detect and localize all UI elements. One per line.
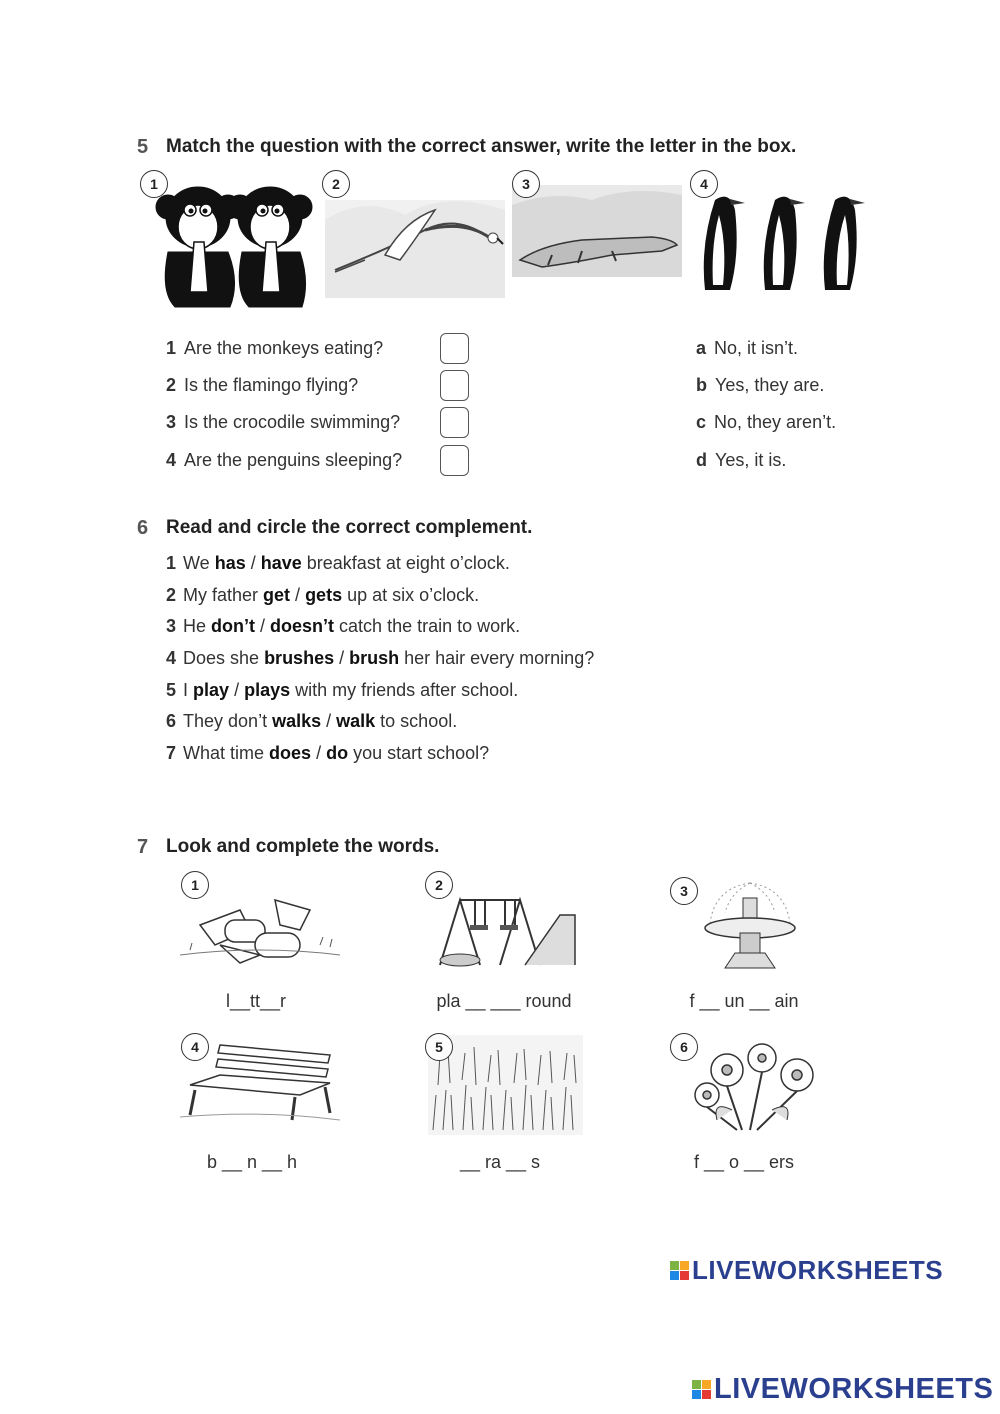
- answer-row: [696, 412, 836, 433]
- sentence-number: 4: [166, 648, 177, 668]
- section7-number: 7: [137, 836, 149, 858]
- answer-letter: a: [696, 338, 707, 358]
- picture-badge-1: 1: [140, 170, 168, 198]
- option-2[interactable]: brush: [349, 648, 400, 668]
- option-2[interactable]: doesn’t: [270, 616, 335, 636]
- section6-title: Read and circle the correct complement.: [166, 517, 533, 538]
- flamingo-flying-icon: [325, 180, 505, 298]
- answer-row: [696, 338, 798, 359]
- logo-mark-icon: [692, 1380, 711, 1399]
- option-separator: /: [334, 648, 350, 668]
- answer-letter: c: [696, 412, 707, 432]
- sentence-number: 5: [166, 680, 177, 700]
- question-text: Is the crocodile swimming?: [184, 412, 401, 432]
- option-1[interactable]: play: [193, 680, 230, 700]
- sentence-pre: They don’t: [183, 711, 273, 731]
- picture-badge-3: 3: [512, 170, 540, 198]
- answer-letter: d: [696, 450, 707, 470]
- answer-row: [696, 375, 824, 396]
- picture-badge-1: 1: [181, 871, 209, 899]
- option-1[interactable]: don’t: [211, 616, 256, 636]
- answer-box-3[interactable]: [440, 407, 469, 438]
- sentence-row: [166, 648, 594, 669]
- question-text: Are the monkeys eating?: [184, 338, 384, 358]
- sentence-number: 6: [166, 711, 177, 731]
- option-separator: /: [229, 680, 245, 700]
- question-number: 4: [166, 450, 177, 470]
- sentence-row: [166, 743, 489, 764]
- litter-icon: [180, 885, 345, 965]
- sentence-row: [166, 711, 457, 732]
- section6-number: 6: [137, 517, 149, 539]
- word-blank-1[interactable]: l__tt__r: [225, 991, 287, 1011]
- word-blank-2[interactable]: pla __ ___ round: [436, 991, 572, 1011]
- liveworksheets-logo[interactable]: [670, 1255, 943, 1286]
- option-1[interactable]: brushes: [264, 648, 335, 668]
- option-1[interactable]: has: [214, 553, 246, 573]
- option-separator: /: [255, 616, 271, 636]
- sentence-post: her hair every morning?: [399, 648, 595, 668]
- option-2[interactable]: walk: [336, 711, 376, 731]
- sentence-post: to school.: [375, 711, 458, 731]
- option-1[interactable]: get: [263, 585, 291, 605]
- penguins-icon: [695, 185, 870, 300]
- question-text: Are the penguins sleeping?: [184, 450, 403, 470]
- sentence-post: you start school?: [348, 743, 490, 763]
- logo-text: LIVEWORKSHEETS: [714, 1373, 994, 1405]
- answer-text: No, it isn’t.: [714, 338, 799, 358]
- sentence-post: up at six o’clock.: [342, 585, 480, 605]
- question-row: [166, 375, 358, 396]
- section7-title: Look and complete the words.: [166, 836, 440, 857]
- logo-text: LIVEWORKSHEETS: [692, 1255, 944, 1285]
- picture-badge-2: 2: [425, 871, 453, 899]
- picture-badge-4: 4: [690, 170, 718, 198]
- section5-number: 5: [137, 136, 149, 158]
- word-blank-4[interactable]: b __ n __ h: [206, 1152, 298, 1172]
- word-blank-3[interactable]: f __ un __ ain: [689, 991, 799, 1011]
- crocodile-swimming-icon: [512, 185, 682, 277]
- monkeys-eating-icon: [150, 172, 320, 310]
- fountain-icon: [695, 868, 805, 978]
- sentence-number: 2: [166, 585, 177, 605]
- section5-title: Match the question with the correct answer, write the letter in the box.: [166, 136, 797, 157]
- question-number: 1: [166, 338, 177, 358]
- option-2[interactable]: gets: [305, 585, 343, 605]
- question-row: [166, 450, 402, 471]
- word-blank-6[interactable]: f __ o __ ers: [693, 1152, 795, 1172]
- playground-icon: [430, 880, 580, 972]
- answer-box-4[interactable]: [440, 445, 469, 476]
- option-1[interactable]: walks: [272, 711, 322, 731]
- picture-badge-2: 2: [322, 170, 350, 198]
- option-2[interactable]: plays: [244, 680, 291, 700]
- sentence-row: [166, 616, 520, 637]
- picture-badge-3: 3: [670, 877, 698, 905]
- option-separator: /: [290, 585, 306, 605]
- sentence-pre: My father: [183, 585, 264, 605]
- sentence-pre: I: [183, 680, 194, 700]
- sentence-pre: Does she: [183, 648, 265, 668]
- option-separator: /: [245, 553, 261, 573]
- sentence-post: breakfast at eight o’clock.: [301, 553, 510, 573]
- sentence-pre: What time: [183, 743, 270, 763]
- question-text: Is the flamingo flying?: [184, 375, 359, 395]
- answer-text: No, they aren’t.: [714, 412, 837, 432]
- answer-text: Yes, they are.: [715, 375, 825, 395]
- sentence-row: [166, 585, 479, 606]
- option-2[interactable]: have: [260, 553, 302, 573]
- sentence-row: [166, 553, 510, 574]
- question-number: 3: [166, 412, 177, 432]
- sentence-pre: We: [183, 553, 215, 573]
- answer-row: [696, 450, 786, 471]
- sentence-number: 3: [166, 616, 177, 636]
- option-separator: /: [321, 711, 337, 731]
- picture-badge-4: 4: [181, 1033, 209, 1061]
- sentence-post: with my friends after school.: [290, 680, 519, 700]
- answer-text: Yes, it is.: [715, 450, 787, 470]
- answer-box-2[interactable]: [440, 370, 469, 401]
- answer-box-1[interactable]: [440, 333, 469, 364]
- option-separator: /: [311, 743, 327, 763]
- option-2[interactable]: do: [326, 743, 349, 763]
- sentence-post: catch the train to work.: [334, 616, 521, 636]
- option-1[interactable]: does: [269, 743, 312, 763]
- sentence-row: [166, 680, 518, 701]
- word-blank-5[interactable]: __ ra __ s: [459, 1152, 541, 1172]
- liveworksheets-logo-bottom[interactable]: [692, 1373, 993, 1406]
- picture-badge-6: 6: [670, 1033, 698, 1061]
- question-number: 2: [166, 375, 177, 395]
- question-row: [166, 412, 400, 433]
- sentence-number: 1: [166, 553, 177, 573]
- question-row: [166, 338, 383, 359]
- picture-badge-5: 5: [425, 1033, 453, 1061]
- logo-mark-icon: [670, 1261, 689, 1280]
- sentence-pre: He: [183, 616, 212, 636]
- sentence-number: 7: [166, 743, 177, 763]
- answer-letter: b: [696, 375, 707, 395]
- flowers-icon: [682, 1040, 827, 1135]
